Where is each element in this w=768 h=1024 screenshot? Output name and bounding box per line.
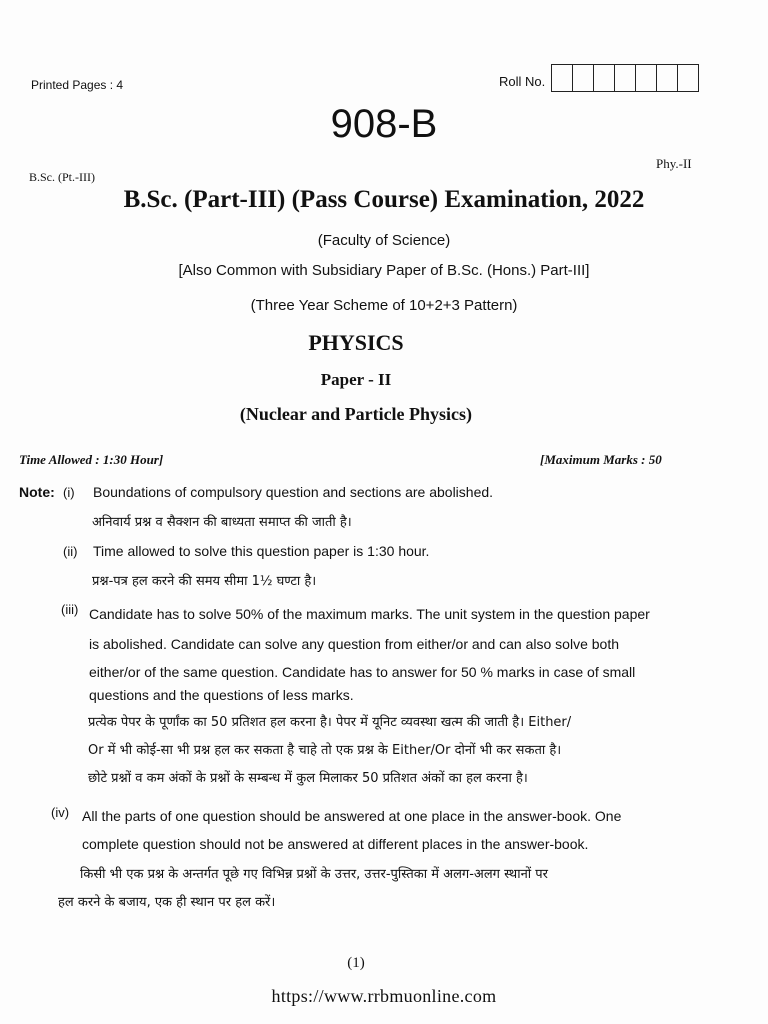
note-item-number: (iv) [51, 805, 70, 820]
roll-number-box[interactable] [552, 65, 573, 91]
scheme: (Three Year Scheme of 10+2+3 Pattern) [250, 297, 518, 314]
maximum-marks: [Maximum Marks : 50 [540, 452, 662, 467]
note-item-english: either/or of the same question. Candidate has to answer for 50 % marks in case of small [89, 664, 636, 680]
note-item-number: (ii) [63, 544, 78, 559]
note-item-number: (iii) [61, 602, 79, 617]
note-item-english: Boundations of compulsory question and sections are abolished. [93, 484, 494, 500]
note-item-hindi: छोटे प्रश्नों व कम अंकों के प्रश्नों के सम्बन्ध में कुल मिलाकर 50 प्रतिशत अंकों का हल करना है। [88, 771, 528, 786]
note-item-hindi: अनिवार्य प्रश्न व सैक्शन की बाध्यता समाप्त की जाती है। [92, 515, 352, 530]
roll-number-box[interactable] [573, 65, 594, 91]
note-item-hindi: प्रत्येक पेपर के पूर्णांक का 50 प्रतिशत हल करना है। पेपर में यूनिट व्यवस्था खत्म की जाती है। Either/ [88, 715, 572, 730]
roll-number-box[interactable] [678, 65, 698, 91]
roll-number-box[interactable] [615, 65, 636, 91]
roll-number-box[interactable] [636, 65, 657, 91]
note-label: Note: [19, 484, 55, 500]
note-item-hindi: Or में भी कोई-सा भी प्रश्न हल कर सकता है चाहे तो एक प्रश्न के Either/Or दोनों भी कर सकता है। [88, 743, 562, 758]
roll-number-label: Roll No. [499, 73, 546, 89]
page-number: (1) [347, 955, 365, 971]
note-item-english: complete question should not be answered at different places in the answer-book. [82, 836, 589, 852]
exam-title: B.Sc. (Part-III) (Pass Course) Examination, 2022 [123, 186, 645, 213]
subject: PHYSICS [308, 330, 404, 355]
short-subject: Phy.-II [656, 156, 692, 171]
paper-number: Paper - II [320, 370, 392, 389]
note-item-english: Candidate has to solve 50% of the maximum marks. The unit system in the question paper [89, 606, 650, 622]
common-paper-note: [Also Common with Subsidiary Paper of B.Sc. (Hons.) Part-III] [178, 262, 590, 279]
note-item-english: All the parts of one question should be answered at one place in the answer-book. One [82, 808, 622, 824]
time-allowed: Time Allowed : 1:30 Hour] [19, 452, 164, 467]
note-item-english: questions and the questions of less marks. [89, 687, 354, 703]
faculty: (Faculty of Science) [317, 232, 451, 249]
note-item-number: (i) [63, 485, 75, 500]
paper-code: 908-B [330, 102, 438, 146]
roll-number-box[interactable] [594, 65, 615, 91]
paper-title: (Nuclear and Particle Physics) [239, 404, 473, 424]
roll-number-field [499, 64, 699, 92]
website-url: https://www.rrbmuonline.com [271, 986, 497, 1006]
roll-number-box[interactable] [657, 65, 678, 91]
note-item-english: is abolished. Candidate can solve any question from either/or and can also solve both [89, 636, 619, 652]
note-item-hindi: हल करने के बजाय, एक ही स्थान पर हल करें। [58, 895, 276, 910]
note-item-english: Time allowed to solve this question paper is 1:30 hour. [93, 543, 430, 559]
printed-pages: Printed Pages : 4 [31, 78, 124, 92]
roll-number-boxes[interactable] [551, 64, 699, 92]
note-item-hindi: किसी भी एक प्रश्न के अन्तर्गत पूछे गए विभिन्न प्रश्नों के उत्तर, उत्तर-पुस्तिका में अलग-अलग स्थानों पर [80, 867, 548, 882]
note-item-hindi: प्रश्न-पत्र हल करने की समय सीमा 1½ घण्टा है। [92, 574, 317, 589]
short-course: B.Sc. (Pt.-III) [29, 170, 95, 184]
